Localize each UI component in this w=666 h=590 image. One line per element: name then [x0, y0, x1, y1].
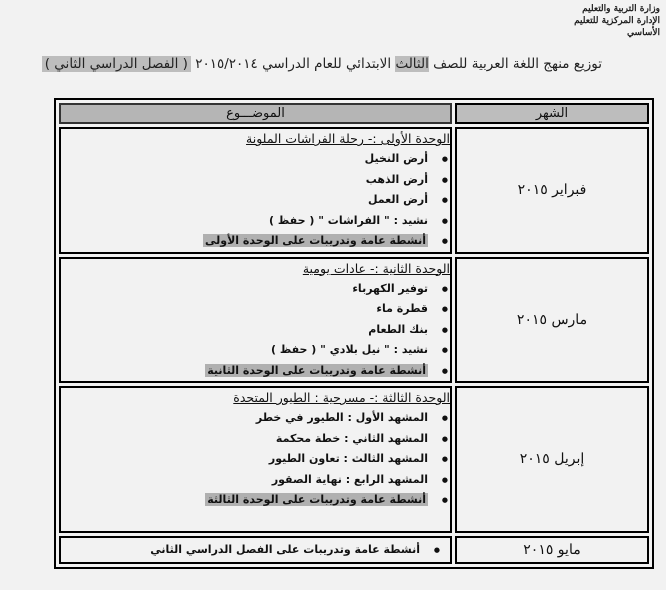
activities-item: أنشطة عامة وتدريبات على الوحدة الثانية — [207, 363, 426, 377]
lesson-list — [65, 540, 442, 561]
list-item: ● المشهد الرابع : نهاية الصقور — [61, 470, 450, 491]
list-item: ● المشهد الثاني : خطة محكمة — [61, 429, 450, 450]
table-row — [59, 536, 649, 565]
month-cell: إبريل ٢٠١٥ — [455, 386, 649, 533]
subject-cell — [59, 536, 452, 565]
lesson-list — [61, 149, 450, 252]
ministry-name: وزارة التربية والتعليم — [582, 4, 660, 14]
list-item: ● المشهد الثالث : تعاون الطيور — [61, 449, 450, 470]
unit-title: الوحدة الأولى :- رحلة الفراشات الملونة — [246, 131, 450, 146]
title-term: ( الفصل الدراسي الثاني ) — [42, 56, 191, 72]
list-item: ● المشهد الأول : الطيور في خطر — [61, 408, 450, 429]
title-part1: توزيع منهج اللغة العربية للصف — [428, 56, 602, 72]
list-item: ● بنك الطعام — [61, 320, 450, 341]
subject-cell — [59, 127, 452, 254]
title-part2: الابتدائي للعام الدراسي ٢٠١٥/٢٠١٤ — [190, 56, 396, 72]
list-item: ● قطرة ماء — [61, 299, 450, 320]
header-subject: الموضـــوع — [59, 103, 452, 124]
activities-item: أنشطة عامة وتدريبات على الوحدة الثالثة — [207, 493, 426, 506]
list-item: ● أرض العمل — [61, 190, 450, 211]
table-row — [59, 386, 649, 533]
unit-title: الوحدة الثانية :- عادات يومية — [302, 260, 450, 276]
list-item: ● أنشطة عامة وتدريبات على الفصل الدراسي الثاني — [65, 540, 442, 561]
lesson-list — [61, 408, 450, 511]
list-item: ● أرض النخيل — [61, 149, 450, 170]
document-title — [40, 56, 602, 72]
list-item: ● توفير الكهرباء — [61, 279, 450, 300]
ministry-header — [548, 3, 660, 39]
lesson-list — [61, 279, 450, 382]
subject-cell — [59, 386, 452, 533]
curriculum-table — [54, 98, 654, 569]
list-item: ● أرض الذهب — [61, 170, 450, 191]
table-header-row — [59, 103, 649, 124]
list-item — [61, 490, 450, 511]
month-cell: فبراير ٢٠١٥ — [455, 127, 649, 254]
month-cell: مارس ٢٠١٥ — [455, 257, 649, 384]
list-item — [61, 361, 450, 382]
list-item: ● نشيد : " نيل بلادي " ( حفظ ) — [61, 340, 450, 361]
list-item: ● نشيد : " الفراشات " ( حفظ ) — [61, 211, 450, 232]
month-cell: مايو ٢٠١٥ — [455, 536, 649, 565]
header-month: الشهر — [455, 103, 649, 124]
department-name: الإدارة المركزية للتعليم الأساسي — [574, 16, 660, 38]
unit-title: الوحدة الثالثة :- مسرحية : الطيور المتحدة — [233, 390, 450, 405]
subject-cell — [59, 257, 452, 384]
table-row — [59, 257, 649, 384]
activities-item: أنشطة عامة وتدريبات على الوحدة الأولى — [205, 234, 426, 247]
table-row — [59, 127, 649, 254]
list-item — [61, 231, 450, 252]
title-grade: الثالث — [395, 56, 429, 72]
